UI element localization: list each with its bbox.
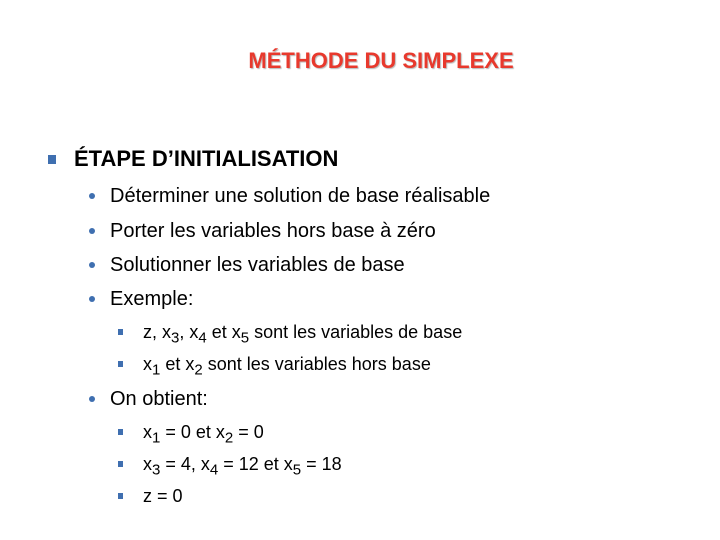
bullet-item-text: Exemple:	[110, 288, 194, 310]
round-bullet-icon	[89, 228, 95, 234]
square-bullet-icon	[118, 461, 123, 467]
round-bullet-icon	[89, 296, 95, 302]
sub-bullet-item-text: z = 0	[143, 486, 183, 506]
bullet-item-text: On obtient:	[110, 388, 208, 410]
bullet-item-text: Porter les variables hors base à zéro	[110, 220, 436, 242]
square-bullet-icon	[118, 429, 123, 435]
round-bullet-icon	[89, 396, 95, 402]
bullet-item-text: Déterminer une solution de base réalisable	[110, 185, 491, 207]
square-bullet-icon	[118, 361, 123, 367]
sub-bullet-item-text: $x_3 = 4$, $x_4 = 12$ et $x_5 = 18$	[143, 454, 342, 479]
round-bullet-icon	[89, 193, 95, 199]
sub-bullet-item-text: $x_1$ et $x_2$ sont les variables hors base	[143, 354, 431, 379]
square-bullet-icon	[48, 155, 56, 164]
sub-bullet-item-text: z, $x_3$, $x_4$ et $x_5$ sont les variables de base	[143, 322, 463, 347]
square-bullet-icon	[118, 329, 123, 335]
bullet-item-text: Solutionner les variables de base	[110, 254, 405, 276]
round-bullet-icon	[89, 262, 95, 268]
sub-bullet-item-text: $x_1 = 0$ et $x_2 = 0$	[143, 422, 264, 447]
section-heading-text: ÉTAPE D’INITIALISATION	[74, 146, 339, 171]
slide-title: MÉTHODE DU SIMPLEXE	[248, 48, 514, 73]
square-bullet-icon	[118, 493, 123, 499]
